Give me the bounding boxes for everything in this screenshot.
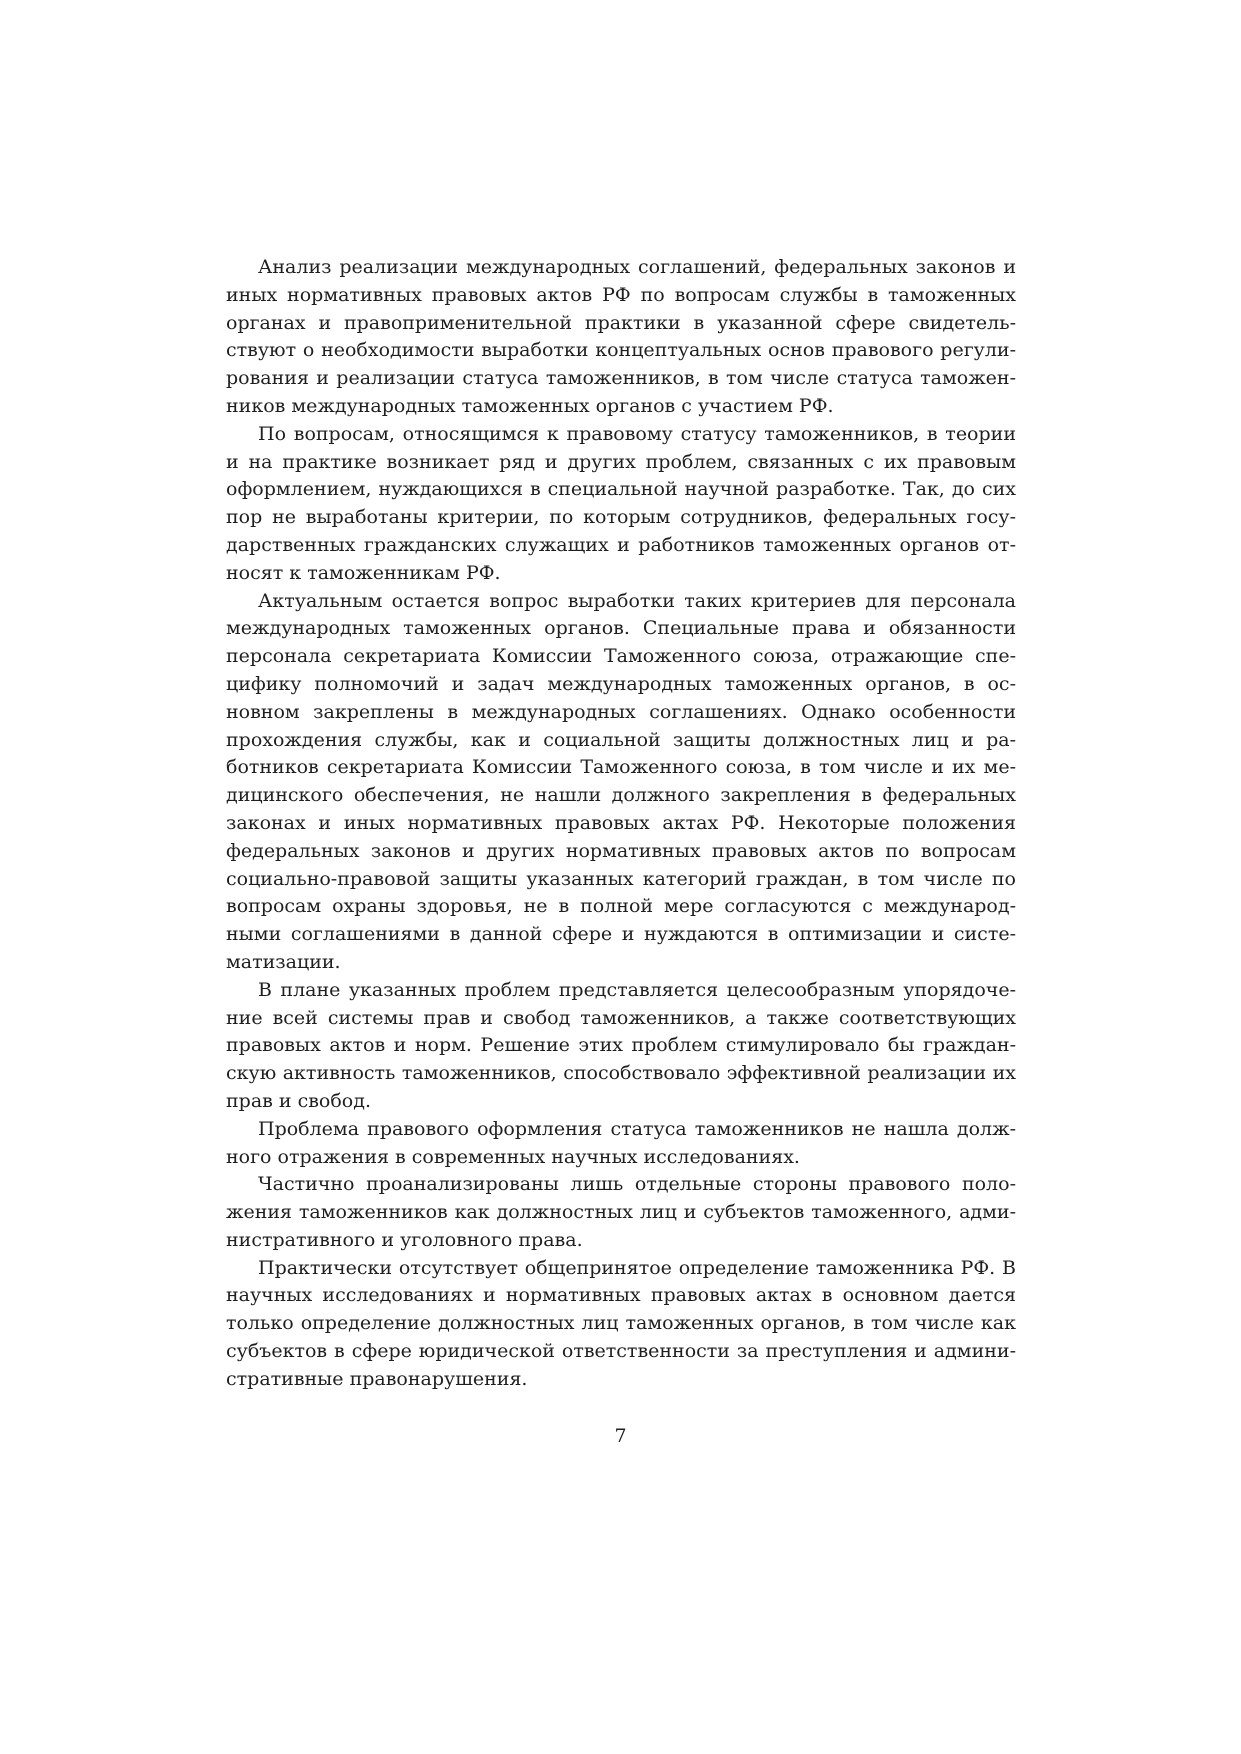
paragraph-6: Частично проанализированы лишь отдельные стороны правового положения таможенников как должностных лиц и субъектов таможенного, административного и уголовного права. — [226, 1173, 1016, 1251]
paragraph-4: В плане указанных проблем представляется целесообразным упорядочение всей системы прав и свобод таможенников, а также соответствующих правовых актов и норм. Решение этих проблем стимулировало бы гражданскую активность таможенников, способствовало эффективной реализации их прав и свобод. — [226, 978, 1016, 1112]
paragraph-2: По вопросам, относящимся к правовому статусу таможенников, в теории и на практике возникает ряд и других проблем, связанных с их правовым оформлением, нуждающихся в специальной научной разработке. Так, до сих пор не выработаны критерии, по которым сотрудников, федеральных государственных гражданских служащих и работников таможенных органов относят к таможенникам РФ. — [226, 422, 1016, 584]
paragraph-5: Проблема правового оформления статуса таможенников не нашла должного отражения в современных научных исследованиях. — [226, 1117, 1016, 1168]
body-text — [226, 254, 1016, 1394]
paragraph-7: Практически отсутствует общепринятое определение таможенника РФ. В научных исследованиях и нормативных правовых актах в основном дается только определение должностных лиц таможенных органов, в том числе как субъектов в сфере юридической ответственности за преступления и административные правонарушения. — [226, 1256, 1016, 1390]
paragraph-3: Актуальным остается вопрос выработки таких критериев для персонала международных таможенных органов. Специальные права и обязанности персонала секретариата Комиссии Таможенного союза, отражающие специфику полномочий и задач международных таможенных органов, в основном закреплены в международных соглашениях. Однако особенности прохождения службы, как и социальной защиты должностных лиц и работников секретариата Комиссии Таможенного союза, в том числе и их медицинского обеспечения, не нашли должного закрепления в федеральных законах и иных нормативных правовых актах РФ. Некоторые положения федеральных законов и других нормативных правовых актов по вопросам социально-правовой защиты указанных категорий граждан, в том числе по вопросам охраны здоровья, не в полной мере согласуются с международными соглашениями в данной сфере и нуждаются в оптимизации и систематизации. — [226, 589, 1016, 973]
paragraph-1: Анализ реализации международных соглашений, федеральных законов и иных нормативных правовых актов РФ по вопросам службы в таможенных органах и правоприменительной практики в указанной сфере свидетельствуют о необходимости выработки концептуальных основ правового регулирования и реализации статуса таможенников, в том числе статуса таможенников международных таможенных органов с участием РФ. — [226, 256, 1016, 417]
page-number: 7 — [614, 1425, 627, 1447]
